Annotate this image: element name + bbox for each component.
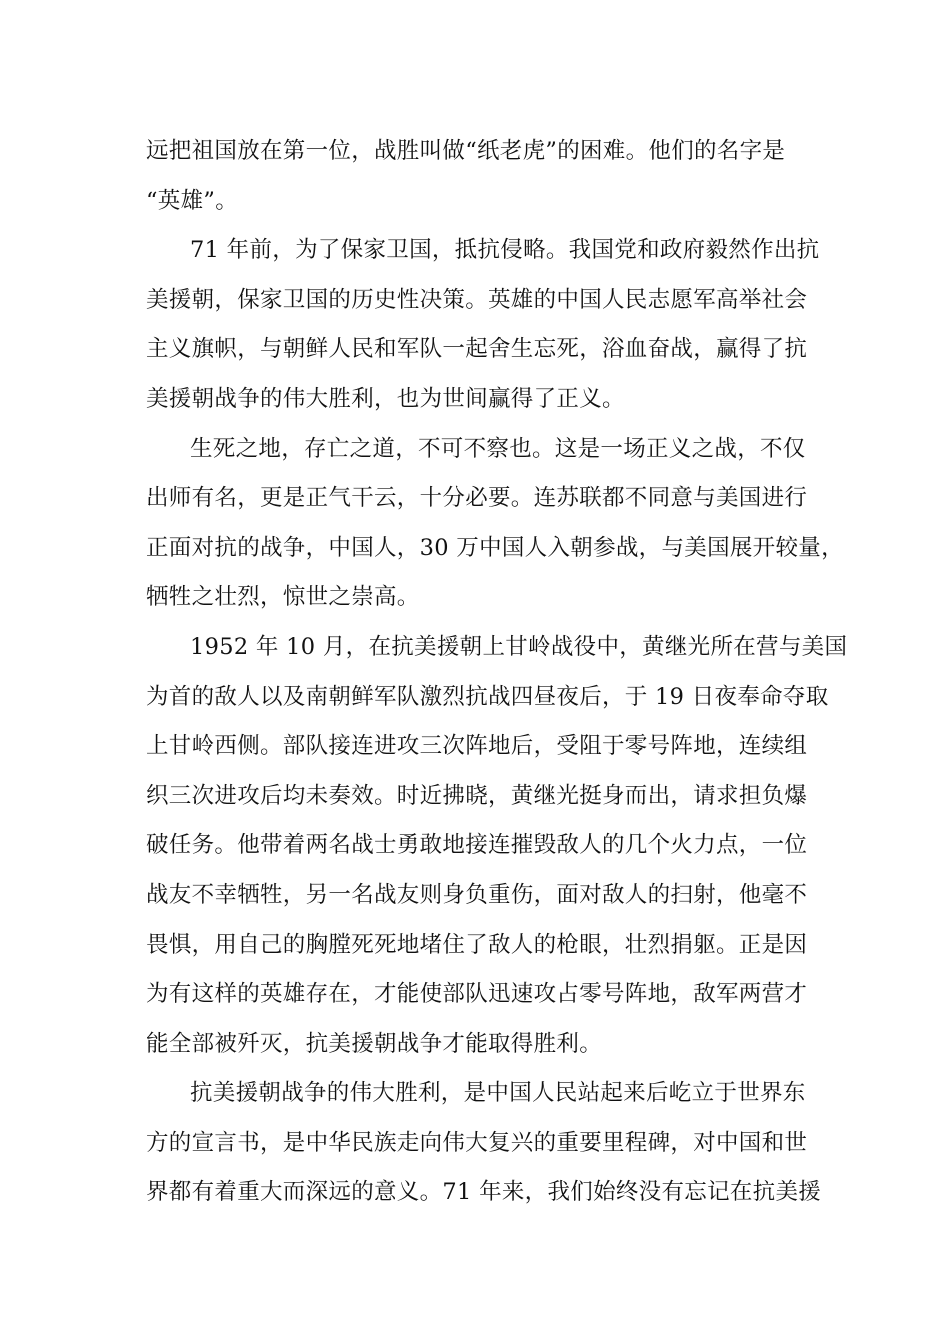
text-line: 牺牲之壮烈，惊世之崇高。 [146, 584, 420, 611]
text-line: 生死之地，存亡之道，不可不察也。这是一场正义之战，不仅 [190, 435, 806, 462]
text-line: 畏惧，用自己的胸膛死死地堵住了敌人的枪眼，壮烈捐躯。正是因 [146, 931, 808, 958]
body-text [146, 127, 848, 1218]
text-line: 能全部被歼灭，抗美援朝战争才能取得胜利。 [146, 1030, 603, 1057]
text-line: 美援朝，保家卫国的历史性决策。英雄的中国人民志愿军高举社会 [146, 286, 808, 313]
text-line: 1952 年 10 月，在抗美援朝上甘岭战役中，黄继光所在营与美国 [190, 633, 848, 660]
text-line: 为有这样的英雄存在，才能使部队迅速攻占零号阵地，敌军两营才 [146, 981, 808, 1008]
text-line: 出师有名，更是正气干云，十分必要。连苏联都不同意与美国进行 [146, 485, 808, 512]
text-line: 正面对抗的战争，中国人，30 万中国人入朝参战，与美国展开较量， [146, 534, 844, 561]
text-line: 上甘岭西侧。部队接连进攻三次阵地后，受阻于零号阵地，连续组 [146, 733, 808, 760]
text-line: “英雄”。 [146, 187, 239, 214]
text-line: 破任务。他带着两名战士勇敢地接连摧毁敌人的几个火力点，一位 [146, 832, 808, 859]
paragraph-3 [146, 425, 844, 623]
text-line: 主义旗帜，与朝鲜人民和军队一起舍生忘死，浴血奋战，赢得了抗 [146, 336, 808, 363]
text-line: 美援朝战争的伟大胜利，也为世间赢得了正义。 [146, 385, 625, 412]
paragraph-5 [146, 1069, 826, 1218]
text-line: 抗美援朝战争的伟大胜利，是中国人民站起来后屹立于世界东 [190, 1080, 806, 1107]
paragraph-1 [146, 127, 826, 226]
text-line: 方的宣言书，是中华民族走向伟大复兴的重要里程碑，对中国和世 [146, 1129, 808, 1156]
paragraph-4 [146, 623, 848, 1069]
text-line: 远把祖国放在第一位，战胜叫做“纸老虎”的困难。他们的名字是 [146, 138, 786, 164]
paragraph-2 [146, 226, 826, 424]
text-line: 界都有着重大而深远的意义。71 年来，我们始终没有忘记在抗美援 [146, 1179, 822, 1206]
text-line: 71 年前，为了保家卫国，抵抗侵略。我国党和政府毅然作出抗 [190, 237, 820, 264]
text-line: 织三次进攻后均未奏效。时近拂晓，黄继光挺身而出，请求担负爆 [146, 782, 808, 809]
text-line: 为首的敌人以及南朝鲜军队激烈抗战四昼夜后，于 19 日夜奉命夺取 [146, 683, 829, 710]
text-line: 战友不幸牺牲，另一名战友则身负重伤，面对敌人的扫射，他毫不 [146, 881, 808, 908]
